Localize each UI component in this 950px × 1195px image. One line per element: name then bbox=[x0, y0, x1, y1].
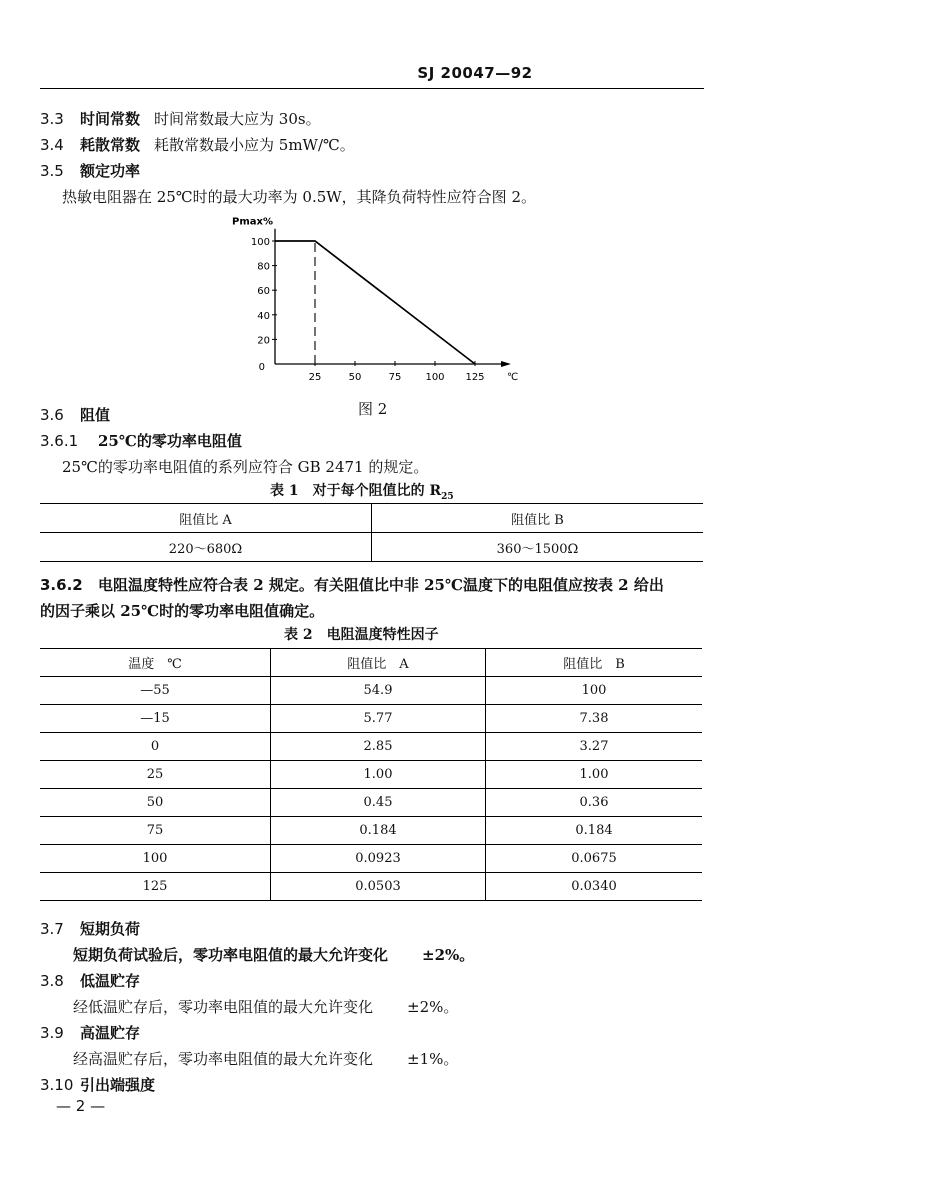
figure-caption: 图 2 bbox=[358, 400, 388, 418]
table1-caption-subscript: 25 bbox=[441, 491, 454, 502]
section-3-6-2 bbox=[40, 574, 664, 595]
section-text: 经低温贮存后，零功率电阻值的最大允许变化 bbox=[73, 998, 374, 1016]
document-header-code: SJ 20047—92 bbox=[417, 64, 533, 82]
section-number: 3.6.2 bbox=[40, 576, 83, 594]
table1-header-cell: 阻值比 A bbox=[40, 504, 372, 533]
section-3-7 bbox=[40, 918, 140, 939]
tolerance-value: ±2%。 bbox=[407, 998, 459, 1016]
table-row bbox=[40, 533, 703, 562]
section-number: 3.3 bbox=[40, 110, 64, 128]
section-3-5 bbox=[40, 160, 140, 181]
x-tick-label: 100 bbox=[425, 372, 445, 383]
section-title: 短期负荷 bbox=[80, 920, 141, 938]
table2-cell: 125 bbox=[40, 873, 271, 901]
table2-cell: 3.27 bbox=[486, 733, 703, 761]
table2-header-cell: 阻值比 A bbox=[271, 649, 486, 677]
section-3-5-body: 热敏电阻器在 25℃时的最大功率为 0.5W，其降负荷特性应符合图 2。 bbox=[62, 188, 536, 206]
section-3-9-body bbox=[73, 1048, 458, 1069]
section-title: 耗散常数 bbox=[80, 136, 141, 154]
table2-cell: 1.00 bbox=[271, 761, 486, 789]
header-rule bbox=[40, 88, 704, 89]
table-row bbox=[40, 845, 702, 873]
table-row bbox=[40, 817, 702, 845]
derating-curve bbox=[275, 241, 475, 364]
section-text: 耗散常数最小应为 5mW/℃。 bbox=[154, 136, 355, 154]
table2-cell: 75 bbox=[40, 817, 271, 845]
section-title: 低温贮存 bbox=[80, 972, 141, 990]
table2-cell: 0.0503 bbox=[271, 873, 486, 901]
table1-cell: 360～1500Ω bbox=[496, 541, 579, 557]
table2-cell: 100 bbox=[40, 845, 271, 873]
section-3-8 bbox=[40, 970, 140, 991]
section-title: 时间常数 bbox=[80, 110, 141, 128]
section-number: 3.8 bbox=[40, 972, 64, 990]
section-title: 25℃的零功率电阻值 bbox=[98, 432, 242, 450]
section-3-3 bbox=[40, 108, 321, 129]
section-3-7-body bbox=[73, 944, 474, 965]
section-number: 3.6.1 bbox=[40, 432, 79, 450]
section-3-10 bbox=[40, 1074, 155, 1095]
section-3-6 bbox=[40, 404, 110, 425]
y-tick-label: 100 bbox=[250, 237, 270, 248]
table1-cell: 220～680Ω bbox=[40, 533, 372, 562]
section-title: 额定功率 bbox=[80, 162, 141, 180]
table2-header-cell: 温度 ℃ bbox=[40, 649, 271, 677]
derating-chart bbox=[210, 208, 520, 388]
x-tick-label: 50 bbox=[348, 372, 362, 383]
table2-cell: 0.184 bbox=[271, 817, 486, 845]
table2-cell: 54.9 bbox=[271, 677, 486, 705]
table2-cell: 0 bbox=[40, 733, 271, 761]
x-tick-label: 75 bbox=[388, 372, 402, 383]
section-3-9 bbox=[40, 1022, 140, 1043]
x-tick-label: 25 bbox=[308, 372, 322, 383]
section-number: 3.4 bbox=[40, 136, 64, 154]
table2-cell: 5.77 bbox=[271, 705, 486, 733]
origin-label: 0 bbox=[258, 362, 265, 373]
section-3-6-2-line2: 的因子乘以 25℃时的零功率电阻值确定。 bbox=[40, 602, 325, 620]
table2-caption: 表 2 电阻温度特性因子 bbox=[284, 627, 439, 643]
x-axis-label: ℃ bbox=[507, 372, 519, 383]
section-number: 3.7 bbox=[40, 920, 64, 938]
table2-cell: 7.38 bbox=[486, 705, 703, 733]
y-tick-label: 20 bbox=[257, 335, 270, 347]
section-3-4 bbox=[40, 134, 355, 155]
table1-header-cell: 阻值比 B bbox=[372, 504, 704, 533]
table2-header-cell: 阻值比 B bbox=[486, 649, 703, 677]
page-number: — 2 — bbox=[56, 1097, 106, 1115]
section-number: 3.6 bbox=[40, 406, 64, 424]
table2-cell: 0.0923 bbox=[271, 845, 486, 873]
table1-header-row bbox=[40, 504, 703, 533]
section-text-line1: 电阻温度特性应符合表 2 规定。有关阻值比中非 25℃温度下的电阻值应按表 2 给出 bbox=[98, 576, 664, 594]
section-number: 3.9 bbox=[40, 1024, 64, 1042]
table2-cell: 0.45 bbox=[271, 789, 486, 817]
table1-caption-text: 表 1 对于每个阻值比的 R bbox=[270, 483, 442, 499]
section-number: 3.5 bbox=[40, 162, 64, 180]
x-tick-label: 125 bbox=[465, 372, 485, 383]
section-text: 时间常数最大应为 30s。 bbox=[154, 110, 321, 128]
table1 bbox=[40, 503, 703, 562]
section-number: 3.10 bbox=[40, 1076, 74, 1094]
table2 bbox=[40, 648, 702, 901]
table2-cell: 1.00 bbox=[486, 761, 703, 789]
table2-cell: 0.0340 bbox=[571, 879, 617, 894]
table2-cell: 50 bbox=[40, 789, 271, 817]
table2-cell: 100 bbox=[486, 677, 703, 705]
table2-cell: 0.0675 bbox=[486, 845, 703, 873]
table-row bbox=[40, 733, 702, 761]
table1-caption bbox=[270, 480, 454, 502]
y-tick-label: 40 bbox=[257, 310, 270, 322]
table2-cell: 0.36 bbox=[486, 789, 703, 817]
section-title: 高温贮存 bbox=[80, 1024, 141, 1042]
section-3-8-body bbox=[73, 996, 458, 1017]
section-title: 引出端强度 bbox=[80, 1076, 156, 1094]
table2-cell: 2.85 bbox=[271, 733, 486, 761]
section-text: 短期负荷试验后，零功率电阻值的最大允许变化 bbox=[73, 946, 389, 964]
tolerance-value: ±1%。 bbox=[407, 1050, 459, 1068]
section-title: 阻值 bbox=[80, 406, 111, 424]
table-row bbox=[40, 789, 702, 817]
table-row bbox=[40, 677, 702, 705]
tolerance-value: ±2%。 bbox=[422, 946, 475, 964]
table-row bbox=[40, 873, 702, 901]
y-tick-label: 80 bbox=[257, 261, 270, 273]
table2-cell: —55 bbox=[40, 677, 271, 705]
section-text: 经高温贮存后，零功率电阻值的最大允许变化 bbox=[73, 1050, 374, 1068]
table2-cell: 25 bbox=[40, 761, 271, 789]
section-3-6-1 bbox=[40, 430, 242, 451]
y-tick-label: 60 bbox=[257, 286, 270, 298]
table-row bbox=[40, 761, 702, 789]
y-axis-label: Pmax% bbox=[232, 216, 273, 228]
table2-header-row bbox=[40, 649, 702, 677]
section-3-6-1-body: 25℃的零功率电阻值的系列应符合 GB 2471 的规定。 bbox=[62, 458, 429, 476]
table-row bbox=[40, 705, 702, 733]
table2-cell: —15 bbox=[40, 705, 271, 733]
x-axis-arrow bbox=[501, 361, 511, 367]
table2-cell: 0.184 bbox=[486, 817, 703, 845]
